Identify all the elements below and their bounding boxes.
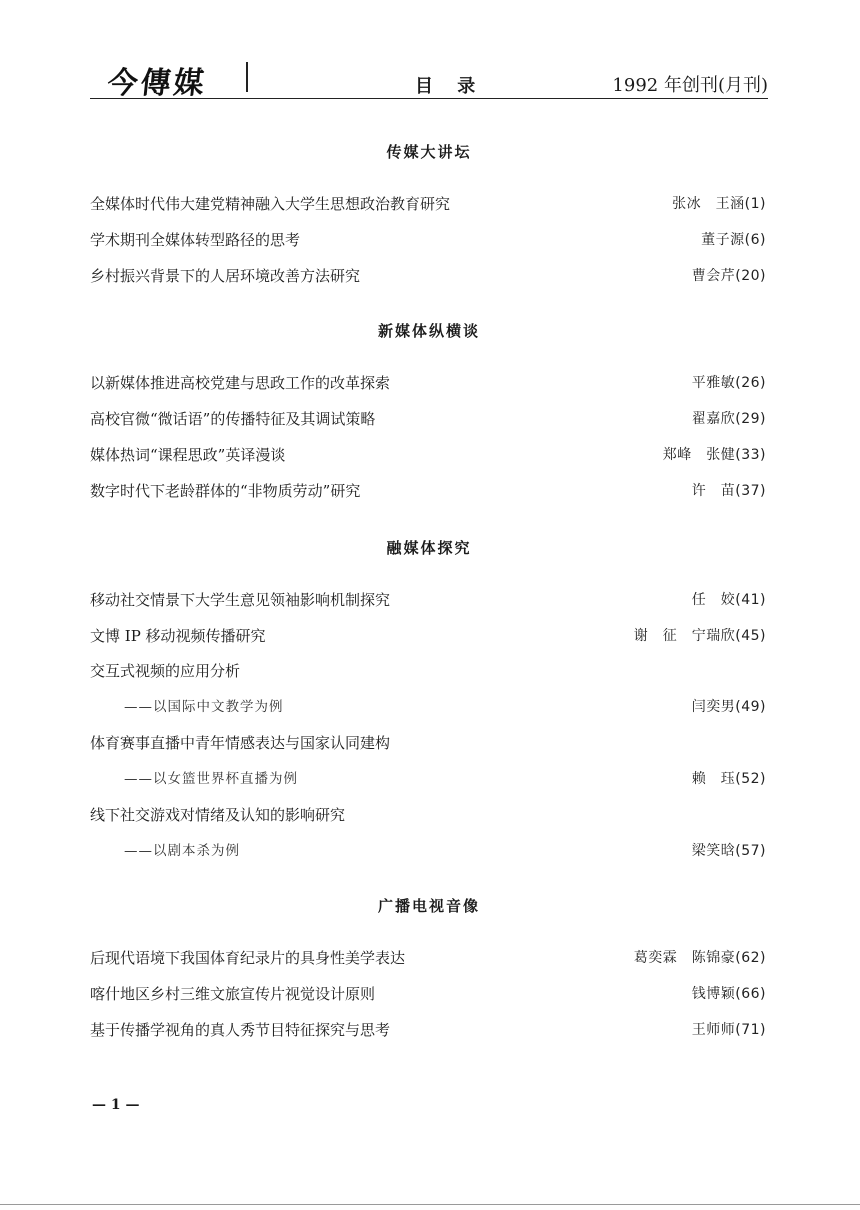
toc-entry[interactable] [90,624,766,648]
entry-subtitle: ——以女篮世界杯直播为例 [124,771,298,787]
entry-subtitle: ——以剧本杀为例 [124,843,240,859]
toc-entry[interactable] [90,731,766,755]
toc-entry[interactable] [90,659,766,683]
entry-author-page: 王师师(71) [691,1022,766,1038]
toc-entry-subtitle[interactable] [90,839,766,863]
entry-author-page: 闫奕男(49) [691,699,766,715]
toc-entry[interactable] [90,588,766,612]
entry-title: 全媒体时代伟大建党精神融入大学生思想政治教育研究 [90,195,451,213]
entry-author-page: 许 苗(37) [691,483,766,499]
entry-author-page: 张冰 王涵(1) [672,196,766,212]
entry-author-page: 曹会芹(20) [691,268,766,284]
logo-divider [246,62,248,92]
section-title: 融媒体探究 [386,539,472,557]
journal-logo: 今傳媒 [105,66,209,101]
toc-entry[interactable] [90,443,766,467]
entry-author-page: 钱博颖(66) [691,986,766,1002]
entry-title: 交互式视频的应用分析 [90,662,241,680]
section-title: 新媒体纵横谈 [377,322,480,340]
section-title: 广播电视音像 [377,897,480,915]
toc-entry-subtitle[interactable] [90,767,766,791]
entry-subtitle: ——以国际中文教学为例 [124,699,284,715]
page-title: 目 录 [415,76,478,97]
toc-entry[interactable] [90,479,766,503]
entry-author-page: 翟嘉欣(29) [691,411,766,427]
toc-entry-subtitle[interactable] [90,695,766,719]
bottom-divider [0,1204,860,1205]
entry-author-page: 赖 珏(52) [691,771,766,787]
toc-entry[interactable] [90,1018,766,1042]
entry-title: 文博 IP 移动视频传播研究 [90,627,266,645]
entry-author-page: 董子源(6) [701,232,766,248]
toc-entry[interactable] [90,264,766,288]
toc-entry[interactable] [90,192,766,216]
entry-title: 以新媒体推进高校党建与思政工作的改革探索 [90,374,391,392]
toc-entry[interactable] [90,982,766,1006]
toc-entry[interactable] [90,946,766,970]
page-header [90,52,768,99]
entry-author-page: 平雅敏(26) [691,375,766,391]
founded-note: 1992 年创刊(月刊) [612,75,768,96]
entry-title: 体育赛事直播中青年情感表达与国家认同建构 [90,734,391,752]
entry-author-page: 梁笑晗(57) [691,843,766,859]
toc-entry[interactable] [90,228,766,252]
entry-author-page: 葛奕霖 陈锦豪(62) [633,950,766,966]
entry-author-page: 郑峰 张健(33) [662,447,766,463]
entry-title: 后现代语境下我国体育纪录片的具身性美学表达 [90,949,406,967]
page-number: — 1 — [92,1097,140,1113]
entry-title: 高校官微“微话语”的传播特征及其调试策略 [90,410,376,428]
entry-author-page: 谢 征 宁瑞欣(45) [633,628,766,644]
entry-title: 喀什地区乡村三维文旅宣传片视觉设计原则 [90,985,376,1003]
entry-title: 乡村振兴背景下的人居环境改善方法研究 [90,267,361,285]
toc-entry[interactable] [90,803,766,827]
entry-title: 线下社交游戏对情绪及认知的影响研究 [90,806,346,824]
entry-title: 数字时代下老龄群体的“非物质劳动”研究 [90,482,361,500]
toc-entry[interactable] [90,371,766,395]
entry-title: 学术期刊全媒体转型路径的思考 [90,231,301,249]
section-title: 传媒大讲坛 [386,143,472,161]
toc-entry[interactable] [90,407,766,431]
entry-title: 基于传播学视角的真人秀节目特征探究与思考 [90,1021,391,1039]
entry-author-page: 任 姣(41) [691,592,766,608]
entry-title: 移动社交情景下大学生意见领袖影响机制探究 [90,591,391,609]
entry-title: 媒体热词“课程思政”英译漫谈 [90,446,286,464]
